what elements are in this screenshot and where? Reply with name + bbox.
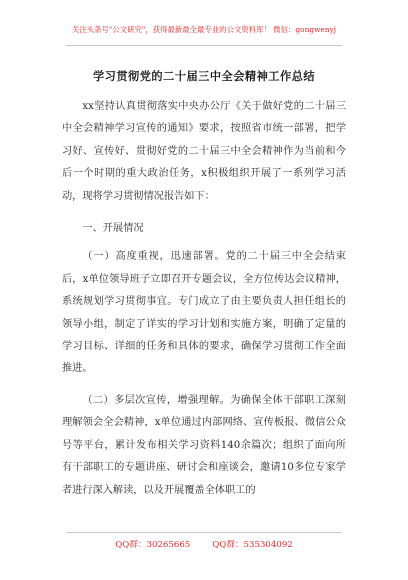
footer-qq-group-1: QQ群：30265665	[115, 540, 191, 550]
header-divider	[66, 45, 342, 46]
document-body	[62, 96, 346, 502]
page-header-banner: 关注头条号"公文研究"，获得最新最全最专业的公文资料库！ 微信：gongwenyj	[71, 25, 337, 34]
footer-divider	[66, 532, 342, 533]
footer-qq-group-2: QQ群：535304092	[212, 540, 293, 550]
paragraph-publicity: （二）多层次宣传，增强理解。为确保全体干部职工深刻理解领会全会精神，x单位通过内部网络、宣传板报、微信公众号等平台，累计发布相关学习资料140余篇次；组织了面向所有干部职工的专题讲座、研讨会和座谈会，邀请10多位专家学者进行深入解读，以及开展覆盖全体职工的	[62, 394, 346, 496]
paragraph-deployment: （一）高度重视，迅速部署。党的二十届三中全会结束后，x单位领导班子立即召开专题会议，全方位传达会议精神，系统规划学习贯彻事宜。专门成立了由主要负责人担任组长的领导小组，制定了详实的学习计划和实施方案，明确了定量的学习目标、详细的任务和具体的要求，确保学习贯彻工作全面推进。	[62, 251, 346, 375]
section-heading: 一、开展情况	[82, 223, 144, 235]
page-footer	[0, 538, 408, 550]
document-title: 学习贯彻党的二十届三中全会精神工作总结	[92, 69, 316, 83]
intro-paragraph: xx坚持认真贯彻落实中央办公厅《关于做好党的二十届三中全会精神学习宣传的通知》要求，按照省市统一部署，把学习好、宣传好、贯彻好党的二十届三中全会精神作为当前和今后一个时期的重大政治任务，x积极组织开展了一系列学习活动，现将学习贯彻情况报告如下：	[62, 101, 346, 202]
